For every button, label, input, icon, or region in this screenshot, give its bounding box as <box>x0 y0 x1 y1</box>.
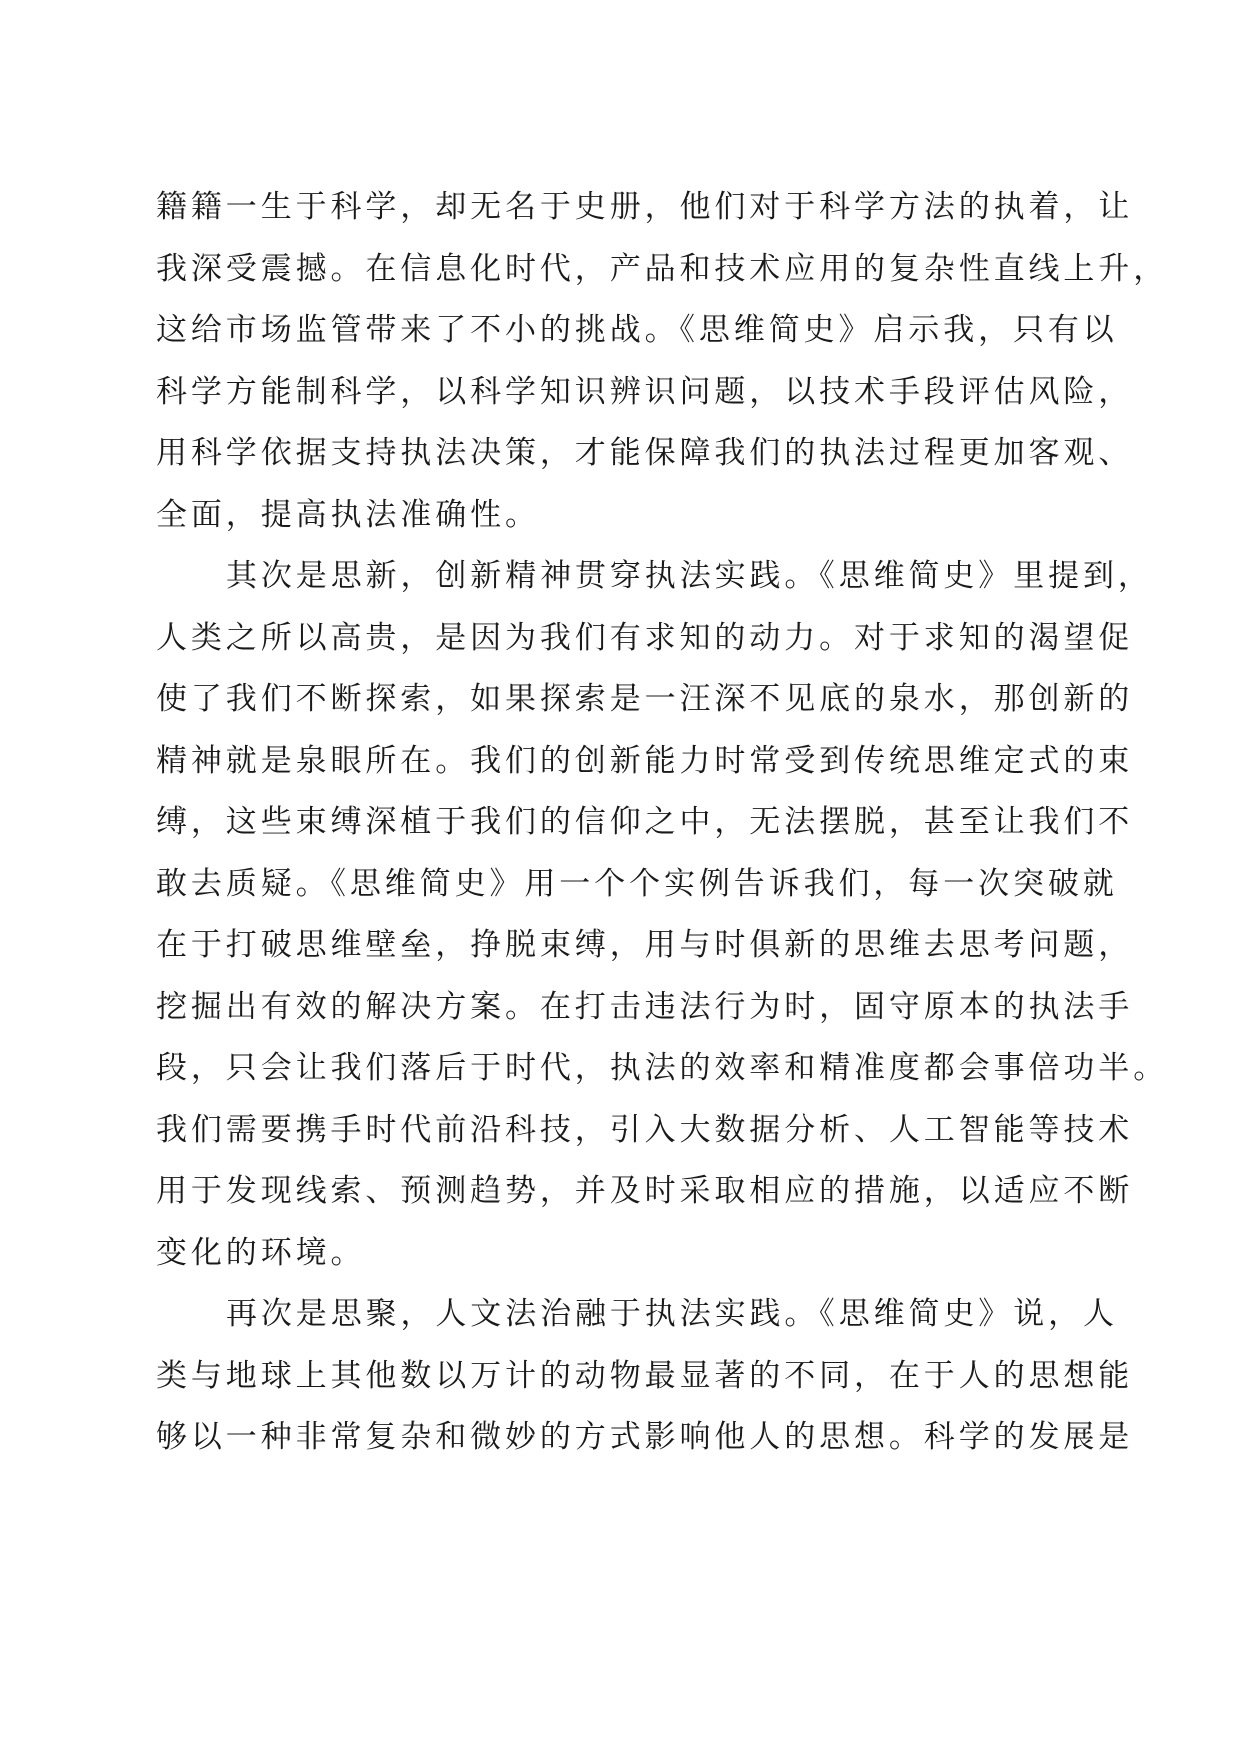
paragraph-1 <box>156 187 1169 556</box>
text-line: 缚，这些束缚深植于我们的信仰之中，无法摆脱，甚至让我们不 <box>156 804 1134 840</box>
text-line: 这给市场监管带来了不小的挑战。《思维简史》启示我，只有以 <box>156 312 1118 348</box>
text-line: 变化的环境。 <box>156 1234 366 1271</box>
text-line: 类与地球上其他数以万计的动物最显著的不同，在于人的思想能 <box>156 1357 1134 1394</box>
paragraph-2 <box>156 556 1169 1294</box>
paragraph-3 <box>156 1294 1134 1479</box>
text-line: 够以一种非常复杂和微妙的方式影响他人的思想。科学的发展是 <box>156 1419 1134 1455</box>
text-line: 在于打破思维壁垒，挣脱束缚，用与时俱新的思维去思考问题， <box>156 927 1134 963</box>
text-line: 籍籍一生于科学，却无名于史册，他们对于科学方法的执着，让 <box>156 189 1134 225</box>
text-line: 用于发现线索、预测趋势，并及时采取相应的措施，以适应不断 <box>156 1173 1134 1209</box>
text-line: 用科学依据支持执法决策，才能保障我们的执法过程更加客观、 <box>156 435 1134 471</box>
text-line: 科学方能制科学，以科学知识辨识问题，以技术手段评估风险， <box>156 373 1134 410</box>
text-line-first: 再次是思聚，人文法治融于执法实践。《思维简史》说，人 <box>226 1296 1118 1332</box>
text-line: 挖掘出有效的解决方案。在打击违法行为时，固守原本的执法手 <box>156 988 1134 1025</box>
text-line: 全面，提高执法准确性。 <box>156 496 540 533</box>
text-line: 精神就是泉眼所在。我们的创新能力时常受到传统思维定式的束 <box>156 742 1134 779</box>
body-text <box>156 187 1169 1479</box>
text-line: 我深受震撼。在信息化时代，产品和技术应用的复杂性直线上升， <box>156 250 1169 287</box>
text-line: 我们需要携手时代前沿科技，引入大数据分析、人工智能等技术 <box>156 1111 1134 1148</box>
text-line: 使了我们不断探索，如果探索是一汪深不见底的泉水，那创新的 <box>156 681 1134 717</box>
text-line-first: 其次是思新，创新精神贯穿执法实践。《思维简史》里提到， <box>226 558 1153 594</box>
text-line: 段，只会让我们落后于时代，执法的效率和精准度都会事倍功半。 <box>156 1050 1169 1086</box>
text-line: 人类之所以高贵，是因为我们有求知的动力。对于求知的渴望促 <box>156 619 1134 656</box>
text-line: 敢去质疑。《思维简史》用一个个实例告诉我们，每一次突破就 <box>156 865 1118 902</box>
